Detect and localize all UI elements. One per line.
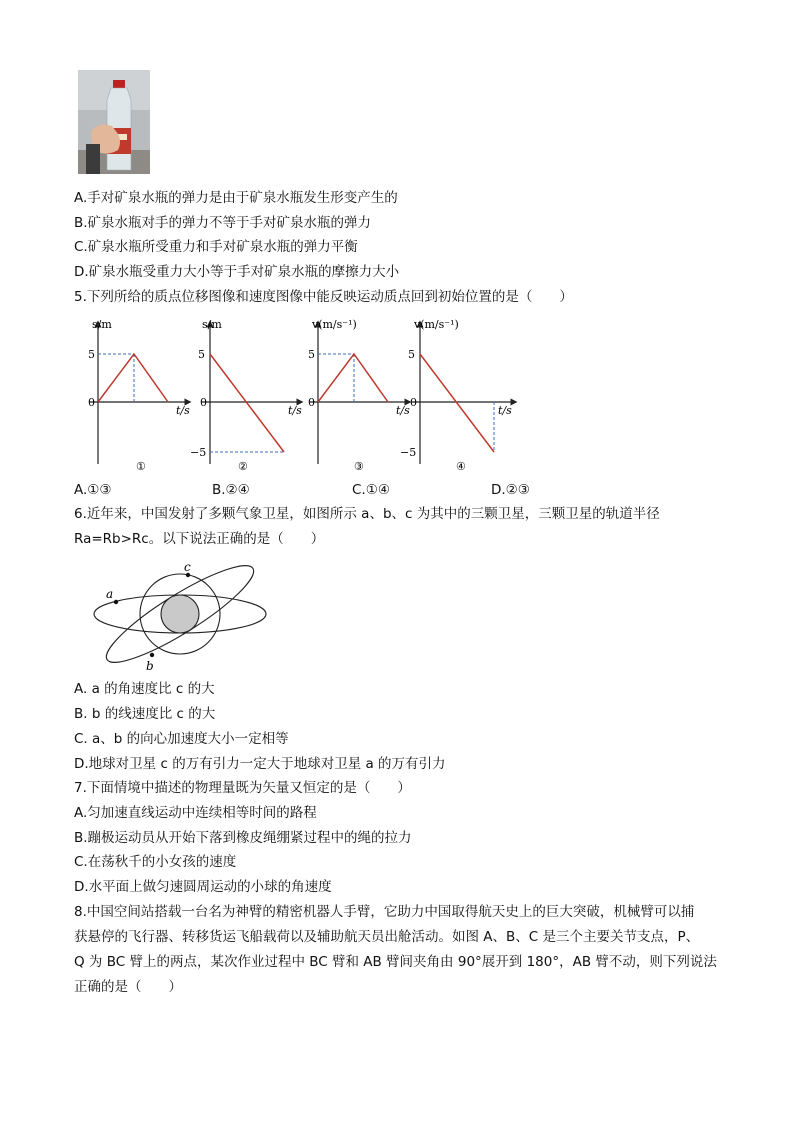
graph-1-ytop: 5 bbox=[88, 348, 95, 361]
graph-4-ybottom: −5 bbox=[400, 446, 417, 459]
graph-4-origin: 0 bbox=[410, 396, 417, 409]
graph-4 bbox=[400, 318, 514, 473]
q5-graphs bbox=[78, 314, 538, 480]
graph-2-ybottom: −5 bbox=[190, 446, 207, 459]
q4-option-c: C.矿泉水瓶所受重力和手对矿泉水瓶的弹力平衡 bbox=[74, 239, 358, 255]
q5-option-a: A.①③ bbox=[74, 482, 112, 498]
graph-3-origin: 0 bbox=[308, 396, 315, 409]
q7-option-b: B.蹦极运动员从开始下落到橡皮绳绷紧过程中的绳的拉力 bbox=[74, 830, 412, 846]
q8-line-3: Q 为 BC 臂上的两点，某次作业过程中 BC 臂和 AB 臂间夹角由 90°展开到 180°，AB 臂不动，则下列说法 bbox=[74, 954, 717, 970]
graph-4-curve bbox=[420, 354, 494, 452]
q7-option-a: A.匀加速直线运动中连续相等时间的路程 bbox=[74, 805, 317, 821]
q6-option-c: C. a、b 的向心加速度大小一定相等 bbox=[74, 731, 289, 747]
graph-3-number: ③ bbox=[354, 460, 364, 473]
q6-stem-line1: 6.近年来，中国发射了多颗气象卫星，如图所示 a、b、c 为其中的三颗卫星，三颗卫星的轨道半径 bbox=[74, 506, 660, 522]
q7-option-c: C.在荡秋千的小女孩的速度 bbox=[74, 854, 237, 870]
graph-2-ytop: 5 bbox=[198, 348, 205, 361]
graph-4-ytop: 5 bbox=[408, 348, 415, 361]
graph-2-origin: 0 bbox=[200, 396, 207, 409]
graph-1-ylabel: s/m bbox=[92, 318, 112, 331]
q4-option-a: A.手对矿泉水瓶的弹力是由于矿泉水瓶发生形变产生的 bbox=[74, 190, 398, 206]
graph-1-origin: 0 bbox=[88, 396, 95, 409]
water-bottle-photo bbox=[78, 70, 150, 174]
earth bbox=[161, 595, 199, 633]
graph-2 bbox=[190, 318, 302, 473]
q8-line-2: 获悬停的飞行器、转移货运飞船载荷以及辅助航天员出舱活动。如图 A、B、C 是三个主要关节支点，P、 bbox=[74, 929, 700, 945]
graph-3-ylabel: v(m/s⁻¹) bbox=[312, 318, 357, 331]
graph-2-ylabel: s/m bbox=[202, 318, 222, 331]
graph-1-curve bbox=[98, 354, 168, 402]
graph-1-xlabel: t/s bbox=[176, 404, 190, 417]
graph-2-xlabel: t/s bbox=[288, 404, 302, 417]
satellite-b bbox=[150, 653, 154, 657]
label-a: a bbox=[106, 587, 114, 601]
q8-line-1: 8.中国空间站搭载一台名为神臂的精密机器人手臂，它助力中国取得航天史上的巨大突破，机械臂可以捕 bbox=[74, 904, 695, 920]
label-b: b bbox=[146, 659, 154, 673]
satellite-a bbox=[114, 600, 118, 604]
q7-option-d: D.水平面上做匀速圆周运动的小球的角速度 bbox=[74, 879, 332, 895]
graph-1-number: ① bbox=[136, 460, 146, 473]
graph-1 bbox=[88, 318, 190, 473]
graph-3-xlabel: t/s bbox=[396, 404, 410, 417]
graph-3-ytop: 5 bbox=[308, 348, 315, 361]
graph-4-ylabel: v(m/s⁻¹) bbox=[414, 318, 459, 331]
graph-2-curve bbox=[210, 354, 284, 452]
q6-option-b: B. b 的线速度比 c 的大 bbox=[74, 706, 216, 722]
graph-2-number: ② bbox=[238, 460, 248, 473]
graph-3-curve bbox=[318, 354, 388, 402]
q6-option-a: A. a 的角速度比 c 的大 bbox=[74, 681, 215, 697]
q5-option-c: C.①④ bbox=[352, 482, 390, 498]
q5-stem: 5.下列所给的质点位移图像和速度图像中能反映运动质点回到初始位置的是（ ） bbox=[74, 289, 573, 305]
q6-option-d: D.地球对卫星 c 的万有引力一定大于地球对卫星 a 的万有引力 bbox=[74, 756, 446, 772]
q8-line-4: 正确的是（ ） bbox=[74, 979, 182, 995]
graph-4-xlabel: t/s bbox=[498, 404, 512, 417]
q6-stem-line2: Ra=Rb>Rc。以下说法正确的是（ ） bbox=[74, 531, 325, 547]
graph-4-number: ④ bbox=[456, 460, 466, 473]
satellite-orbit-diagram bbox=[92, 556, 272, 678]
label-c: c bbox=[184, 560, 191, 574]
q5-option-d: D.②③ bbox=[491, 482, 530, 498]
q7-stem: 7.下面情境中描述的物理量既为矢量又恒定的是（ ） bbox=[74, 780, 411, 796]
graph-3 bbox=[308, 318, 410, 473]
q5-option-b: B.②④ bbox=[212, 482, 250, 498]
q4-option-d: D.矿泉水瓶受重力大小等于手对矿泉水瓶的摩擦力大小 bbox=[74, 264, 400, 280]
q4-option-b: B.矿泉水瓶对手的弹力不等于手对矿泉水瓶的弹力 bbox=[74, 215, 372, 231]
